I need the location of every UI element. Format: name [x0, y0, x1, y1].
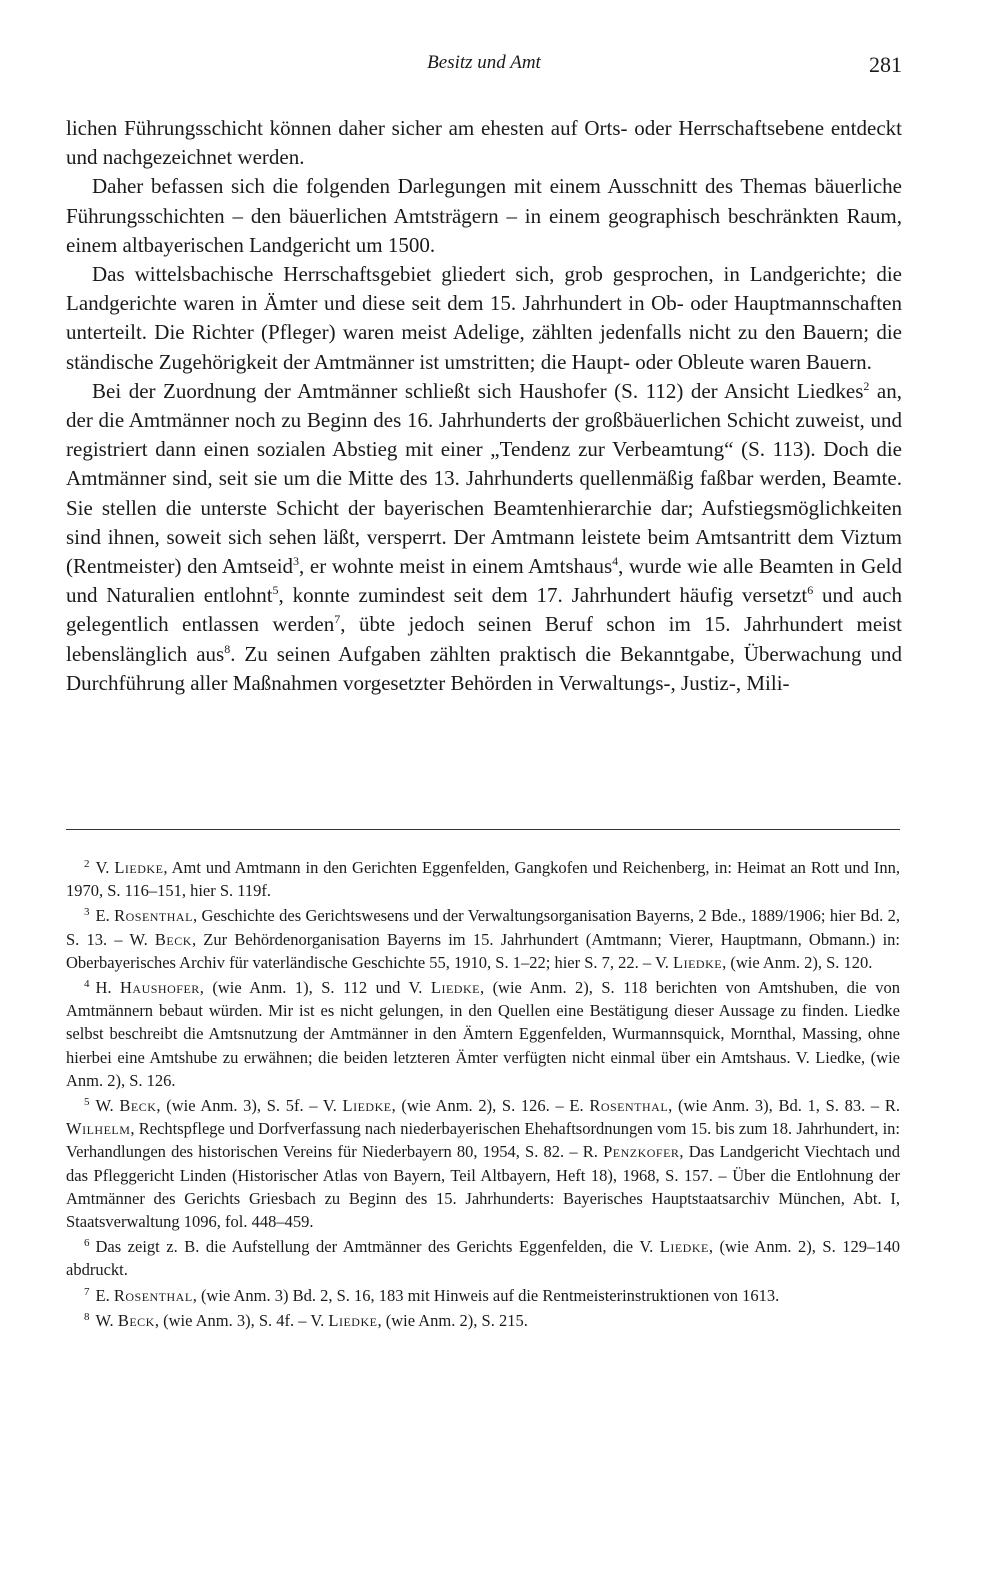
- author-name: Haushofer: [120, 978, 200, 998]
- paragraph-3: Das wittelsbachische Herrschaftsgebiet gliedert sich, grob gesprochen, in Landgerichte; die Landgerichte waren in Ämter und diese seit dem 15. Jahrhundert in Ob- oder Hauptmannschaften unterteilt. Die Richter (Pfleger) waren meist Adelige, zählten jedenfalls nicht zu den Bauern; die ständische Zugehörigkeit der Amtmänner ist umstritten; die Haupt- oder Obleute waren Bauern.: [66, 262, 902, 374]
- footnote-text: , (wie Anm. 2), S. 118 berichten von Amtshuben, die von Amtmännern bebaut würden. Mir ist es nicht gelungen, in den Quellen eine Bestätigung dieser Aussage zu finden. Liedke selbst beschreibt die Amtsnutzung der Amtmänner in den Ämtern Eggenfelden, Wurmannsquick, Mornthal, Massing, ohne hierbei eine Amtshube zu erwähnen; die beiden letzteren Ämter verfügten nicht einmal über ein Amtshaus. V. Liedke, (wie Anm. 2), S. 126.: [66, 978, 900, 1090]
- text-segment: , übte jedoch seinen Beruf schon im 15. Jahrhundert meist lebenslänglich aus: [66, 612, 903, 666]
- footnote-ref[interactable]: 8: [224, 641, 231, 656]
- footnote-text: , Zur Behördenorganisation Bayerns im 15. Jahrhundert (Amtmann; Vierer, Hauptmann, Obmann.) in: Oberbayerisches Archiv für vaterländische Geschichte 55, 1910, S. 1–22; hier S. 7, 22. – V.: [66, 929, 901, 972]
- footnote-text: W.: [95, 1096, 120, 1116]
- footnote-number: 2: [84, 858, 90, 870]
- footnote-number: 4: [84, 978, 90, 991]
- footnote-ref[interactable]: 3: [293, 554, 300, 569]
- footnote-3: [66, 904, 900, 974]
- footnote-text: , (wie Anm. 3), S. 5f. – V.: [156, 1096, 343, 1116]
- paragraph-4: [66, 377, 902, 698]
- footnote-text: , (wie Anm. 3) Bd. 2, S. 16, 183 mit Hinweis auf die Rentmeisterinstruktionen von 1613.: [192, 1285, 780, 1305]
- text-segment: , wurde wie alle Beamten in Geld und Naturalien entlohnt: [66, 554, 902, 608]
- author-name: Liedke: [328, 1310, 378, 1330]
- footnote-ref[interactable]: 7: [334, 612, 341, 627]
- footnote-text: , Geschichte des Gerichtswesens und der Verwaltungsorganisation Bayerns, 2 Bde., 1889/1906; hier Bd. 2, S. 13. – W.: [66, 906, 900, 949]
- paragraph-1: lichen Führungsschicht können daher sicher am ehesten auf Orts- oder Herrschaftsebene entdeckt und nachgezeichnet werden.: [66, 116, 902, 170]
- author-name: Liedke: [673, 952, 723, 972]
- text-segment: Bei der Zuordnung der Amtmänner schließt sich Haushofer (S. 112) der Ansicht Liedkes: [92, 378, 864, 403]
- footnote-text: E.: [95, 1285, 114, 1305]
- author-name: Liedke: [659, 1237, 709, 1257]
- footnote-number: 8: [84, 1310, 90, 1323]
- page-number: 281: [869, 52, 902, 77]
- footnote-6: [66, 1235, 900, 1281]
- text-segment: an, der die Amtmänner noch zu Beginn des 16. Jahrhunderts der großbäuerlichen Schicht zuweist, und registriert dann einen sozialen Abstieg mit einer „Tendenz zur Verbeamtung“ (S. 113). Doch die Amtmänner sind, seit sie um die Mitte des 13. Jahrhunderts quellenmäßig faßbar werden, Beamte. Sie stellen die unterste Schicht der bayerischen Beamtenhierarchie dar; Aufstiegsmöglichkeiten sind ihnen, soweit sich sehen läßt, versperrt. Der Amtmann leistete beim Amtsantritt dem Viztum (Rentmeister) den Amtseid: [66, 378, 902, 579]
- footnote-2: [66, 856, 900, 902]
- footnote-ref[interactable]: 5: [272, 583, 279, 598]
- main-text: [66, 114, 902, 698]
- footnote-number: 7: [84, 1285, 90, 1298]
- running-head: [66, 52, 902, 82]
- footnote-ref[interactable]: 4: [612, 554, 619, 569]
- footnote-7: [66, 1284, 900, 1307]
- author-name: Rosenthal: [589, 1096, 669, 1116]
- text-segment: und auch gelegentlich entlassen werden: [66, 583, 902, 637]
- footnote-8: [66, 1309, 900, 1332]
- text-segment: . Zu seinen Aufgaben zählten praktisch die Bekanntgabe, Überwachung und Durchführung aller Maßnahmen vorgesetzter Behörden in Verwaltungs-, Justiz-, Mili-: [66, 641, 902, 695]
- footnotes: [66, 856, 900, 1334]
- footnote-text: V.: [95, 858, 115, 877]
- footnote-text: , Amt und Amtmann in den Gerichten Eggenfelden, Gangkofen und Reichenberg, in: Heimat an Rott und Inn, 1970, S. 116–151, hier S. 119f.: [66, 858, 900, 901]
- footnote-5: [66, 1094, 900, 1233]
- author-name: Liedke: [430, 978, 480, 998]
- author-name: Beck: [154, 929, 192, 949]
- paragraph-2: Daher befassen sich die folgenden Darlegungen mit einem Ausschnitt des Themas bäuerliche Führungsschichten – den bäuerlichen Amtsträgern – in einem geographisch beschränkten Raum, einem altbayerischen Landgericht um 1500.: [66, 174, 902, 257]
- footnote-text: E.: [95, 906, 115, 926]
- footnote-text: W.: [95, 1310, 118, 1330]
- footnote-ref[interactable]: 6: [807, 583, 814, 598]
- footnote-text: Das zeigt z. B. die Aufstellung der Amtmänner des Gerichts Eggenfelden, die V.: [95, 1237, 660, 1257]
- footnote-text: , (wie Anm. 3), S. 4f. – V.: [154, 1310, 329, 1330]
- footnote-text: , (wie Anm. 2), S. 126. – E.: [391, 1096, 590, 1116]
- footnote-text: H.: [95, 978, 121, 998]
- author-name: Wilhelm: [66, 1119, 131, 1139]
- text-segment: , konnte zumindest seit dem 17. Jahrhundert häufig versetzt: [278, 583, 808, 608]
- author-name: Beck: [117, 1310, 155, 1330]
- author-name: Rosenthal: [114, 906, 193, 926]
- footnote-number: 6: [84, 1237, 90, 1250]
- footnote-divider: [66, 829, 900, 830]
- footnote-ref[interactable]: 2: [863, 378, 870, 393]
- text-segment: , er wohnte meist in einem Amtshaus: [299, 554, 613, 579]
- running-title: Besitz und Amt: [427, 52, 541, 73]
- author-name: Penzkofer: [603, 1142, 680, 1162]
- footnote-text: , Das Landgericht Viechtach und das Pfleggericht Linden (Historischer Atlas von Bayern, Teil Altbayern, Heft 18), 1968, S. 157. – Über die Entlohnung der Amtmänner des Gerichts Griesbach zu Beginn des 15. Jahrhunderts: Bayerisches Hauptstaatsarchiv München, Abt. I, Staatsverwaltung 1096, fol. 448–459.: [66, 1142, 900, 1232]
- footnote-text: , Rechtspflege und Dorfverfassung nach niederbayerischen Ehehaftsordnungen vom 15. bis zum 18. Jahrhundert, in: Verhandlungen des historischen Vereins für Niederbayern 80, 1954, S. 82. – R.: [66, 1119, 900, 1162]
- footnote-text: , (wie Anm. 2), S. 215.: [377, 1310, 528, 1330]
- footnote-text: , (wie Anm. 1), S. 112 und V.: [199, 978, 431, 998]
- footnote-text: , (wie Anm. 3), Bd. 1, S. 83. – R.: [668, 1096, 901, 1116]
- author-name: Liedke: [342, 1096, 392, 1116]
- footnote-number: 3: [84, 906, 90, 919]
- author-name: Liedke: [114, 858, 164, 877]
- author-name: Beck: [119, 1096, 157, 1116]
- author-name: Rosenthal: [113, 1285, 193, 1305]
- footnote-4: [66, 976, 900, 1092]
- footnote-number: 5: [84, 1096, 90, 1109]
- footnote-text: , (wie Anm. 2), S. 129–140 abdruckt.: [66, 1237, 900, 1280]
- footnote-text: , (wie Anm. 2), S. 120.: [722, 952, 873, 972]
